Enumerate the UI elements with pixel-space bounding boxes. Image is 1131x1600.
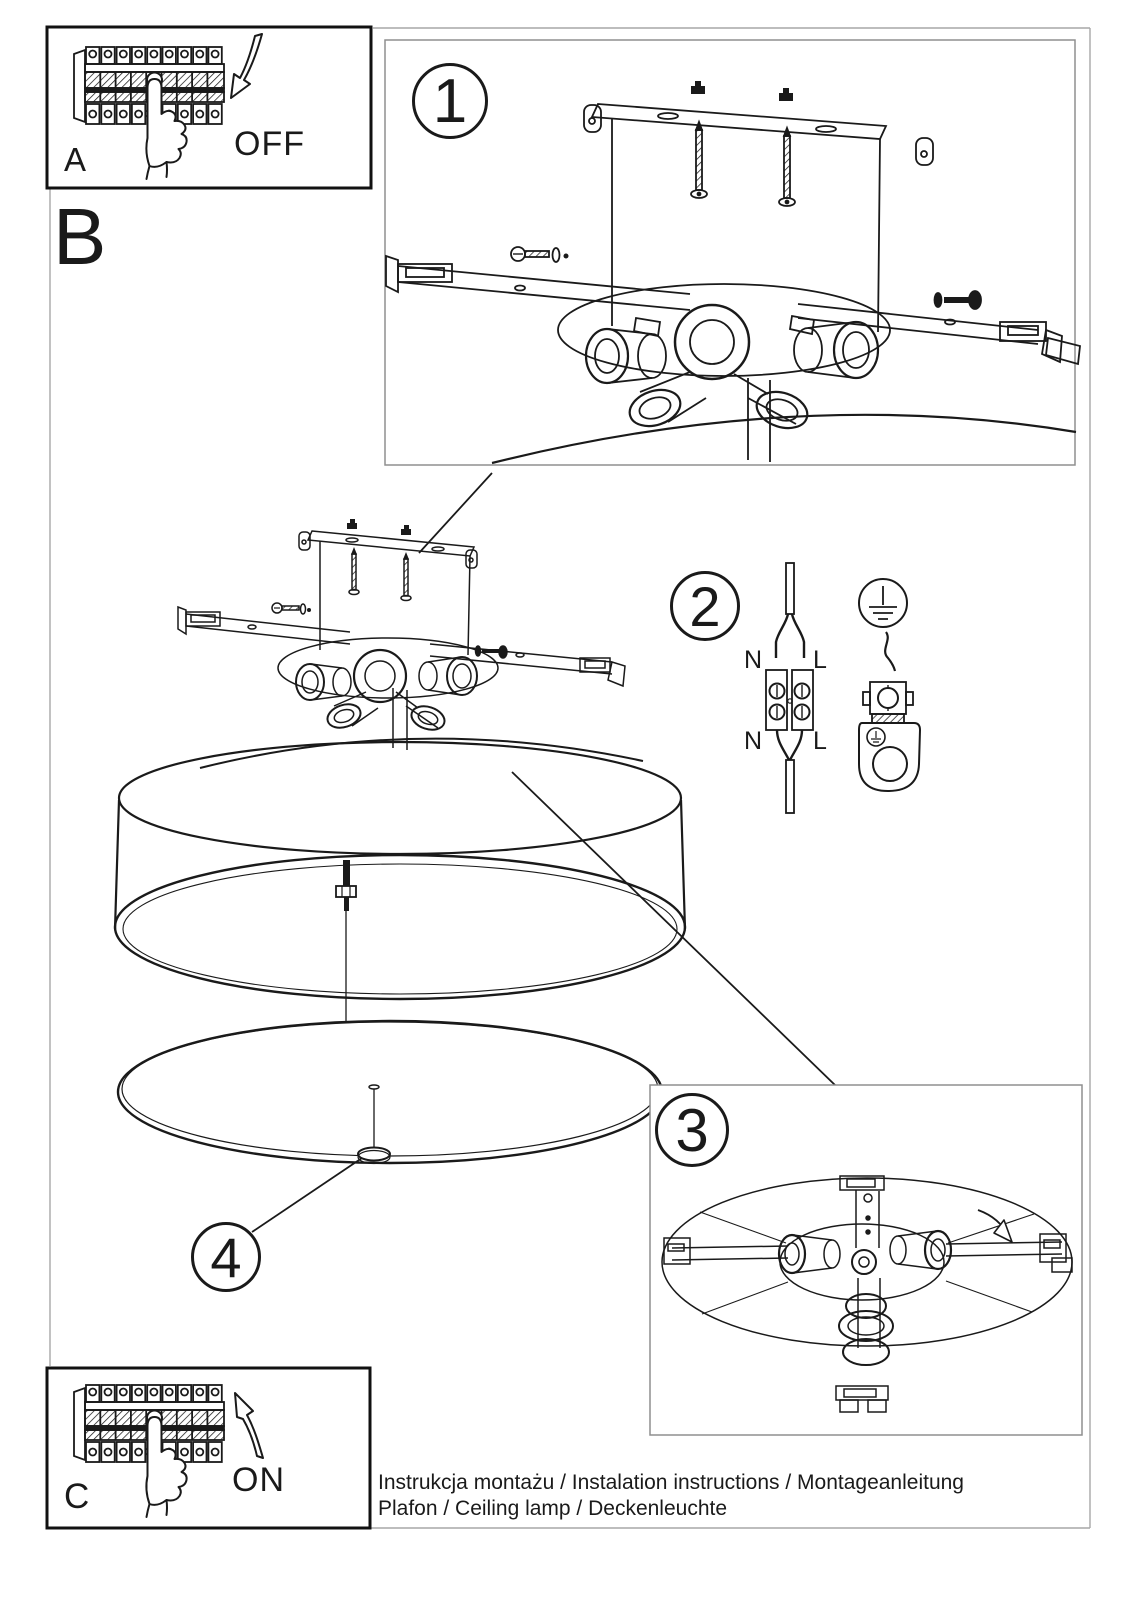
step-1-badge xyxy=(412,63,488,139)
step-a-box xyxy=(47,27,371,188)
finial-cap-drawing xyxy=(358,1148,390,1164)
power-off-label: OFF xyxy=(234,125,305,163)
step-c-label: C xyxy=(64,1477,90,1516)
footer-product-line: Plafon / Ceiling lamp / Deckenleuchte xyxy=(378,1497,728,1520)
wiring-terminal-drawing xyxy=(766,563,813,813)
step-a-label: A xyxy=(64,141,87,178)
step-3-badge xyxy=(655,1093,729,1167)
step-1-box xyxy=(385,40,1080,465)
section-b-label: B xyxy=(53,192,107,281)
step-2-number: 2 xyxy=(689,574,721,638)
step-4-badge xyxy=(191,1222,261,1292)
step-2-badge xyxy=(670,571,740,641)
step-4-number: 4 xyxy=(210,1225,242,1289)
leader-line-step3 xyxy=(512,772,836,1086)
drum-shade-drawing xyxy=(115,742,685,999)
mounting-bracket-exploded-drawing xyxy=(386,81,1080,463)
step-3-number: 3 xyxy=(675,1096,709,1164)
power-on-label: ON xyxy=(232,1461,285,1499)
step-c-box xyxy=(47,1368,370,1528)
ceiling-bracket-drawing xyxy=(178,519,643,768)
footer-title-line: Instrukcja montażu / Instalation instructions / Montageanleitung xyxy=(378,1471,964,1494)
neutral-label-bottom: N xyxy=(744,727,763,755)
live-label-top: L xyxy=(813,646,827,674)
leader-line-step1 xyxy=(419,473,492,553)
neutral-label-top: N xyxy=(744,646,763,674)
earth-symbol-icon xyxy=(859,579,907,627)
step-1-number: 1 xyxy=(432,66,468,136)
diffuser-disc-drawing xyxy=(118,1021,662,1163)
live-label-bottom: L xyxy=(813,727,827,755)
leader-line-step4 xyxy=(252,1158,362,1232)
earth-terminal-drawing xyxy=(859,632,920,791)
